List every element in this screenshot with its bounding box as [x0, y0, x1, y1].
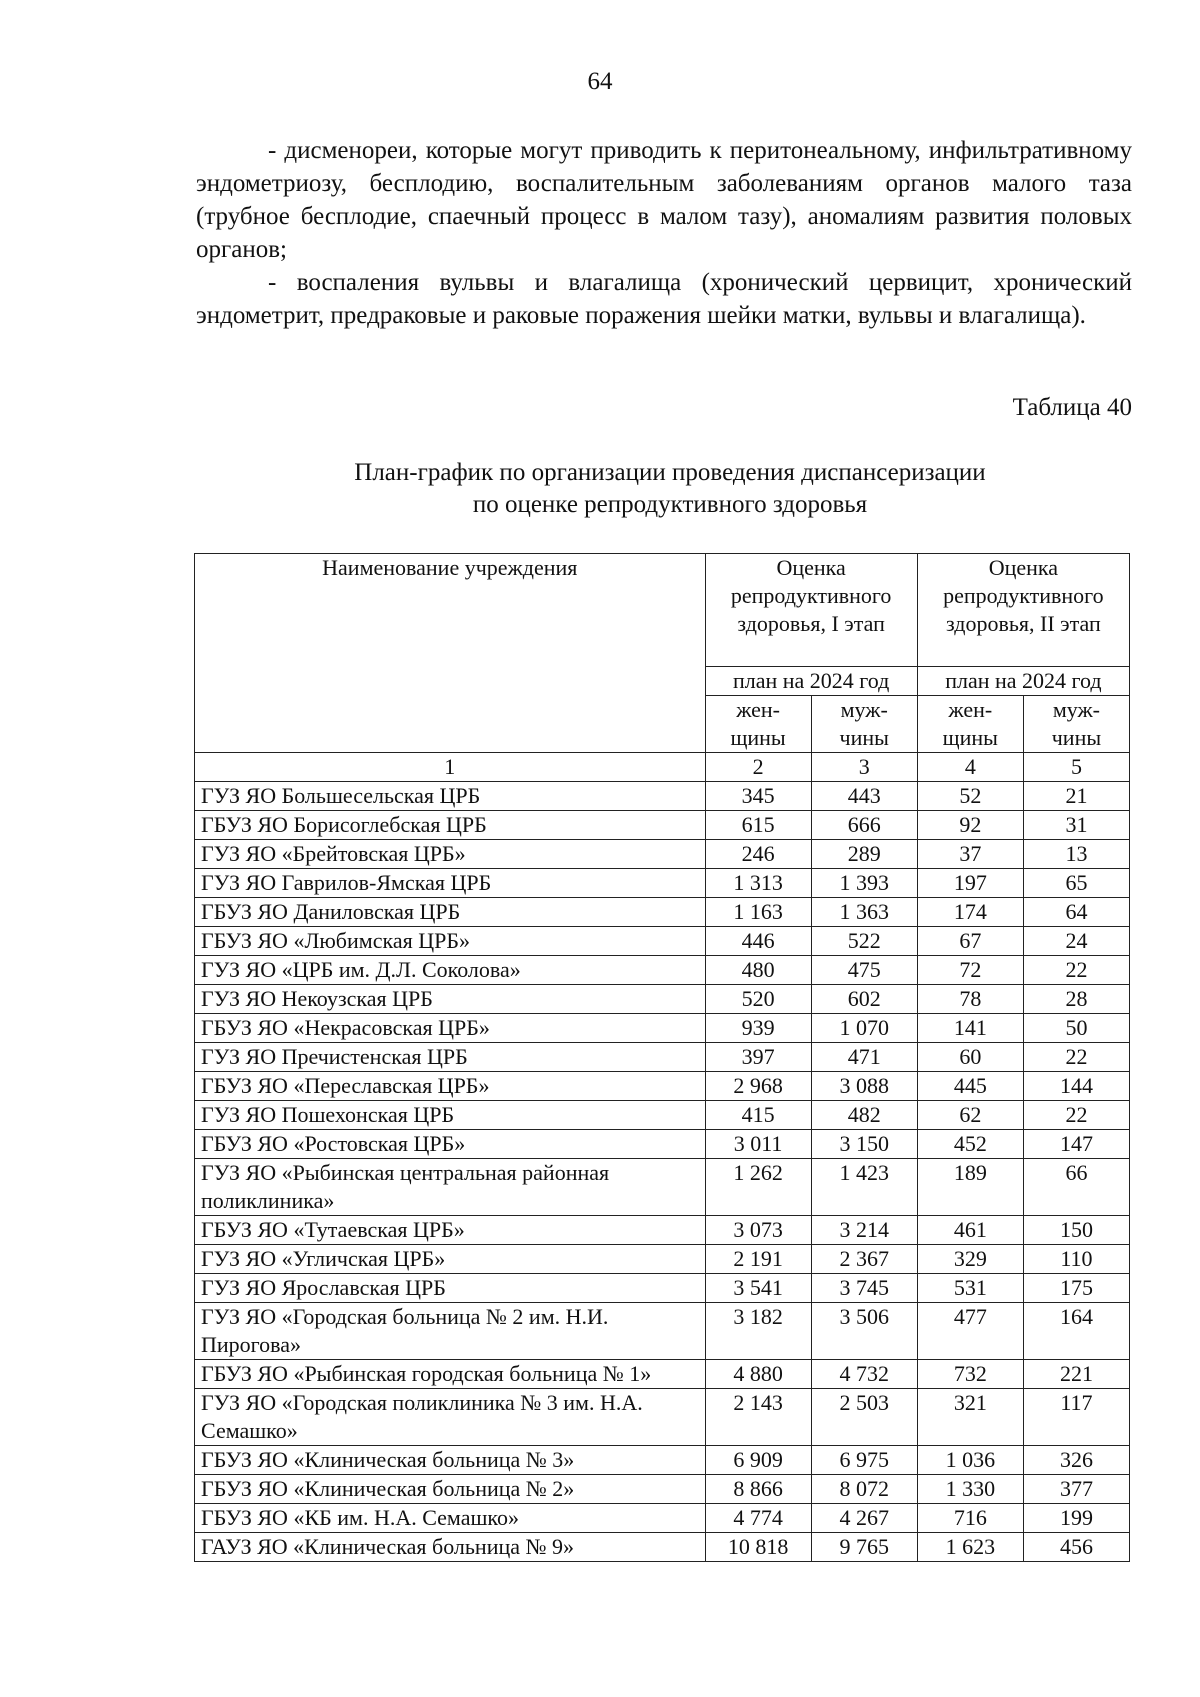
- men-stage1-cell: 1 423: [811, 1159, 917, 1216]
- header-women-1: жен-щины: [705, 696, 811, 753]
- women-stage2-cell: 1 623: [917, 1533, 1023, 1562]
- men-stage1-cell: 471: [811, 1043, 917, 1072]
- men-stage2-cell: 22: [1023, 1101, 1129, 1130]
- men-stage2-cell: 164: [1023, 1303, 1129, 1360]
- women-stage1-cell: 415: [705, 1101, 811, 1130]
- men-stage1-cell: 1 363: [811, 898, 917, 927]
- institution-cell: ГБУЗ ЯО Даниловская ЦРБ: [195, 898, 706, 927]
- women-stage1-cell: 4 774: [705, 1504, 811, 1533]
- men-stage1-cell: 602: [811, 985, 917, 1014]
- women-stage1-cell: 520: [705, 985, 811, 1014]
- women-stage1-cell: 446: [705, 927, 811, 956]
- men-stage2-cell: 64: [1023, 898, 1129, 927]
- women-stage2-cell: 62: [917, 1101, 1023, 1130]
- institution-cell: ГАУЗ ЯО «Клиническая больница № 9»: [195, 1533, 706, 1562]
- table-row: [195, 869, 1130, 898]
- men-stage2-cell: 22: [1023, 956, 1129, 985]
- table-row: [195, 1043, 1130, 1072]
- women-stage2-cell: 189: [917, 1159, 1023, 1216]
- column-index: 4: [917, 753, 1023, 782]
- women-stage1-cell: 246: [705, 840, 811, 869]
- table-row: [195, 1072, 1130, 1101]
- men-stage2-cell: 175: [1023, 1274, 1129, 1303]
- institution-cell: ГБУЗ ЯО «КБ им. Н.А. Семашко»: [195, 1504, 706, 1533]
- women-stage1-cell: 3 073: [705, 1216, 811, 1245]
- women-stage2-cell: 461: [917, 1216, 1023, 1245]
- institution-cell: ГУЗ ЯО «Городская поликлиника № 3 им. Н.А. Семашко»: [195, 1389, 706, 1446]
- table-title-line: План-график по организации проведения диспансеризации: [354, 459, 986, 486]
- women-stage2-cell: 52: [917, 782, 1023, 811]
- women-stage1-cell: 2 191: [705, 1245, 811, 1274]
- header-plan-1: план на 2024 год: [705, 667, 917, 696]
- women-stage2-cell: 329: [917, 1245, 1023, 1274]
- header-stage-1: Оценка репродуктивного здоровья, I этап: [705, 554, 917, 667]
- institution-cell: ГБУЗ ЯО «Некрасовская ЦРБ»: [195, 1014, 706, 1043]
- men-stage1-cell: 1 070: [811, 1014, 917, 1043]
- women-stage2-cell: 531: [917, 1274, 1023, 1303]
- men-stage1-cell: 3 745: [811, 1274, 917, 1303]
- women-stage2-cell: 174: [917, 898, 1023, 927]
- men-stage2-cell: 221: [1023, 1360, 1129, 1389]
- women-stage1-cell: 3 011: [705, 1130, 811, 1159]
- women-stage2-cell: 452: [917, 1130, 1023, 1159]
- women-stage2-cell: 1 330: [917, 1475, 1023, 1504]
- institution-cell: ГБУЗ ЯО «Ростовская ЦРБ»: [195, 1130, 706, 1159]
- institution-cell: ГБУЗ ЯО «Клиническая больница № 2»: [195, 1475, 706, 1504]
- men-stage2-cell: 66: [1023, 1159, 1129, 1216]
- column-index: 1: [195, 753, 706, 782]
- institution-cell: ГБУЗ ЯО Борисоглебская ЦРБ: [195, 811, 706, 840]
- intro-paragraph: - воспаления вульвы и влагалища (хронический цервицит, хронический эндометрит, предраковые и раковые поражения шейки матки, вульвы и влагалища).: [196, 269, 1132, 329]
- men-stage1-cell: 3 088: [811, 1072, 917, 1101]
- women-stage1-cell: 3 182: [705, 1303, 811, 1360]
- women-stage1-cell: 2 968: [705, 1072, 811, 1101]
- women-stage2-cell: 1 036: [917, 1446, 1023, 1475]
- table-row: [195, 1245, 1130, 1274]
- men-stage2-cell: 22: [1023, 1043, 1129, 1072]
- table-row: [195, 782, 1130, 811]
- column-index: 5: [1023, 753, 1129, 782]
- men-stage2-cell: 13: [1023, 840, 1129, 869]
- women-stage2-cell: 60: [917, 1043, 1023, 1072]
- women-stage1-cell: 6 909: [705, 1446, 811, 1475]
- women-stage1-cell: 1 262: [705, 1159, 811, 1216]
- men-stage2-cell: 110: [1023, 1245, 1129, 1274]
- table-row: [195, 1533, 1130, 1562]
- institution-cell: ГУЗ ЯО Гаврилов-Ямская ЦРБ: [195, 869, 706, 898]
- women-stage2-cell: 477: [917, 1303, 1023, 1360]
- header-women-2: жен-щины: [917, 696, 1023, 753]
- table-row: [195, 1389, 1130, 1446]
- institution-cell: ГБУЗ ЯО «Рыбинская городская больница № 1»: [195, 1360, 706, 1389]
- table-title: [0, 457, 1200, 521]
- women-stage2-cell: 67: [917, 927, 1023, 956]
- table-row: [195, 1303, 1130, 1360]
- men-stage1-cell: 6 975: [811, 1446, 917, 1475]
- men-stage2-cell: 65: [1023, 869, 1129, 898]
- plan-table: [194, 553, 1130, 1562]
- men-stage2-cell: 456: [1023, 1533, 1129, 1562]
- table-label: Таблица 40: [1012, 394, 1132, 421]
- women-stage2-cell: 732: [917, 1360, 1023, 1389]
- men-stage2-cell: 199: [1023, 1504, 1129, 1533]
- institution-cell: ГУЗ ЯО Большесельская ЦРБ: [195, 782, 706, 811]
- institution-cell: ГБУЗ ЯО «Любимская ЦРБ»: [195, 927, 706, 956]
- header-men-1: муж-чины: [811, 696, 917, 753]
- men-stage2-cell: 50: [1023, 1014, 1129, 1043]
- table-row: [195, 985, 1130, 1014]
- women-stage2-cell: 72: [917, 956, 1023, 985]
- table-row: [195, 1101, 1130, 1130]
- men-stage1-cell: 666: [811, 811, 917, 840]
- men-stage1-cell: 3 214: [811, 1216, 917, 1245]
- institution-cell: ГУЗ ЯО «ЦРБ им. Д.Л. Соколова»: [195, 956, 706, 985]
- table-row: [195, 1504, 1130, 1533]
- men-stage1-cell: 522: [811, 927, 917, 956]
- men-stage2-cell: 24: [1023, 927, 1129, 956]
- table-row: [195, 1274, 1130, 1303]
- table-row: [195, 898, 1130, 927]
- men-stage1-cell: 2 367: [811, 1245, 917, 1274]
- institution-cell: ГУЗ ЯО Пречистенская ЦРБ: [195, 1043, 706, 1072]
- women-stage1-cell: 480: [705, 956, 811, 985]
- men-stage1-cell: 4 267: [811, 1504, 917, 1533]
- institution-cell: ГУЗ ЯО Пошехонская ЦРБ: [195, 1101, 706, 1130]
- header-men-2: муж-чины: [1023, 696, 1129, 753]
- table-row: [195, 1216, 1130, 1245]
- men-stage1-cell: 443: [811, 782, 917, 811]
- table-row: [195, 927, 1130, 956]
- institution-cell: ГУЗ ЯО Ярославская ЦРБ: [195, 1274, 706, 1303]
- men-stage1-cell: 1 393: [811, 869, 917, 898]
- men-stage1-cell: 8 072: [811, 1475, 917, 1504]
- women-stage1-cell: 1 313: [705, 869, 811, 898]
- institution-cell: ГБУЗ ЯО «Переславская ЦРБ»: [195, 1072, 706, 1101]
- men-stage2-cell: 117: [1023, 1389, 1129, 1446]
- header-stage-2: Оценка репродуктивного здоровья, II этап: [917, 554, 1129, 667]
- institution-cell: ГУЗ ЯО «Брейтовская ЦРБ»: [195, 840, 706, 869]
- men-stage2-cell: 377: [1023, 1475, 1129, 1504]
- men-stage1-cell: 475: [811, 956, 917, 985]
- men-stage2-cell: 28: [1023, 985, 1129, 1014]
- women-stage1-cell: 397: [705, 1043, 811, 1072]
- men-stage2-cell: 150: [1023, 1216, 1129, 1245]
- men-stage1-cell: 2 503: [811, 1389, 917, 1446]
- table-row: [195, 1130, 1130, 1159]
- column-index: 2: [705, 753, 811, 782]
- table-row: [195, 1360, 1130, 1389]
- header-plan-2: план на 2024 год: [917, 667, 1129, 696]
- table-row: [195, 1475, 1130, 1504]
- women-stage1-cell: 3 541: [705, 1274, 811, 1303]
- women-stage1-cell: 4 880: [705, 1360, 811, 1389]
- column-index-row: [195, 753, 1130, 782]
- women-stage2-cell: 78: [917, 985, 1023, 1014]
- women-stage1-cell: 10 818: [705, 1533, 811, 1562]
- institution-cell: ГУЗ ЯО Некоузская ЦРБ: [195, 985, 706, 1014]
- men-stage1-cell: 3 506: [811, 1303, 917, 1360]
- institution-cell: ГБУЗ ЯО «Тутаевская ЦРБ»: [195, 1216, 706, 1245]
- women-stage2-cell: 445: [917, 1072, 1023, 1101]
- institution-cell: ГУЗ ЯО «Городская больница № 2 им. Н.И. Пирогова»: [195, 1303, 706, 1360]
- men-stage2-cell: 144: [1023, 1072, 1129, 1101]
- women-stage1-cell: 615: [705, 811, 811, 840]
- women-stage1-cell: 8 866: [705, 1475, 811, 1504]
- women-stage2-cell: 37: [917, 840, 1023, 869]
- women-stage2-cell: 197: [917, 869, 1023, 898]
- men-stage1-cell: 9 765: [811, 1533, 917, 1562]
- men-stage1-cell: 4 732: [811, 1360, 917, 1389]
- men-stage1-cell: 289: [811, 840, 917, 869]
- men-stage2-cell: 147: [1023, 1130, 1129, 1159]
- men-stage1-cell: 3 150: [811, 1130, 917, 1159]
- table-row: [195, 956, 1130, 985]
- table-title-line: по оценке репродуктивного здоровья: [472, 491, 868, 518]
- intro-text: [196, 134, 1132, 332]
- women-stage2-cell: 92: [917, 811, 1023, 840]
- table-row: [195, 1014, 1130, 1043]
- table-row: [195, 811, 1130, 840]
- table-row: [195, 1446, 1130, 1475]
- men-stage1-cell: 482: [811, 1101, 917, 1130]
- women-stage1-cell: 939: [705, 1014, 811, 1043]
- women-stage2-cell: 141: [917, 1014, 1023, 1043]
- men-stage2-cell: 31: [1023, 811, 1129, 840]
- institution-cell: ГБУЗ ЯО «Клиническая больница № 3»: [195, 1446, 706, 1475]
- women-stage2-cell: 716: [917, 1504, 1023, 1533]
- women-stage1-cell: 345: [705, 782, 811, 811]
- institution-cell: ГУЗ ЯО «Угличская ЦРБ»: [195, 1245, 706, 1274]
- page-number: 64: [587, 68, 613, 95]
- table-row: [195, 1159, 1130, 1216]
- column-index: 3: [811, 753, 917, 782]
- women-stage2-cell: 321: [917, 1389, 1023, 1446]
- women-stage1-cell: 2 143: [705, 1389, 811, 1446]
- header-institution: Наименование учреждения: [195, 554, 706, 753]
- institution-cell: ГУЗ ЯО «Рыбинская центральная районная поликлиника»: [195, 1159, 706, 1216]
- men-stage2-cell: 326: [1023, 1446, 1129, 1475]
- men-stage2-cell: 21: [1023, 782, 1129, 811]
- table-row: [195, 840, 1130, 869]
- intro-paragraph: - дисменореи, которые могут приводить к перитонеальному, инфильтративному эндометриозу, бесплодию, воспалительным заболеваниям органов малого таза (трубное бесплодие, спаечный процесс в малом тазу), аномалиям развития половых органов;: [196, 137, 1132, 263]
- women-stage1-cell: 1 163: [705, 898, 811, 927]
